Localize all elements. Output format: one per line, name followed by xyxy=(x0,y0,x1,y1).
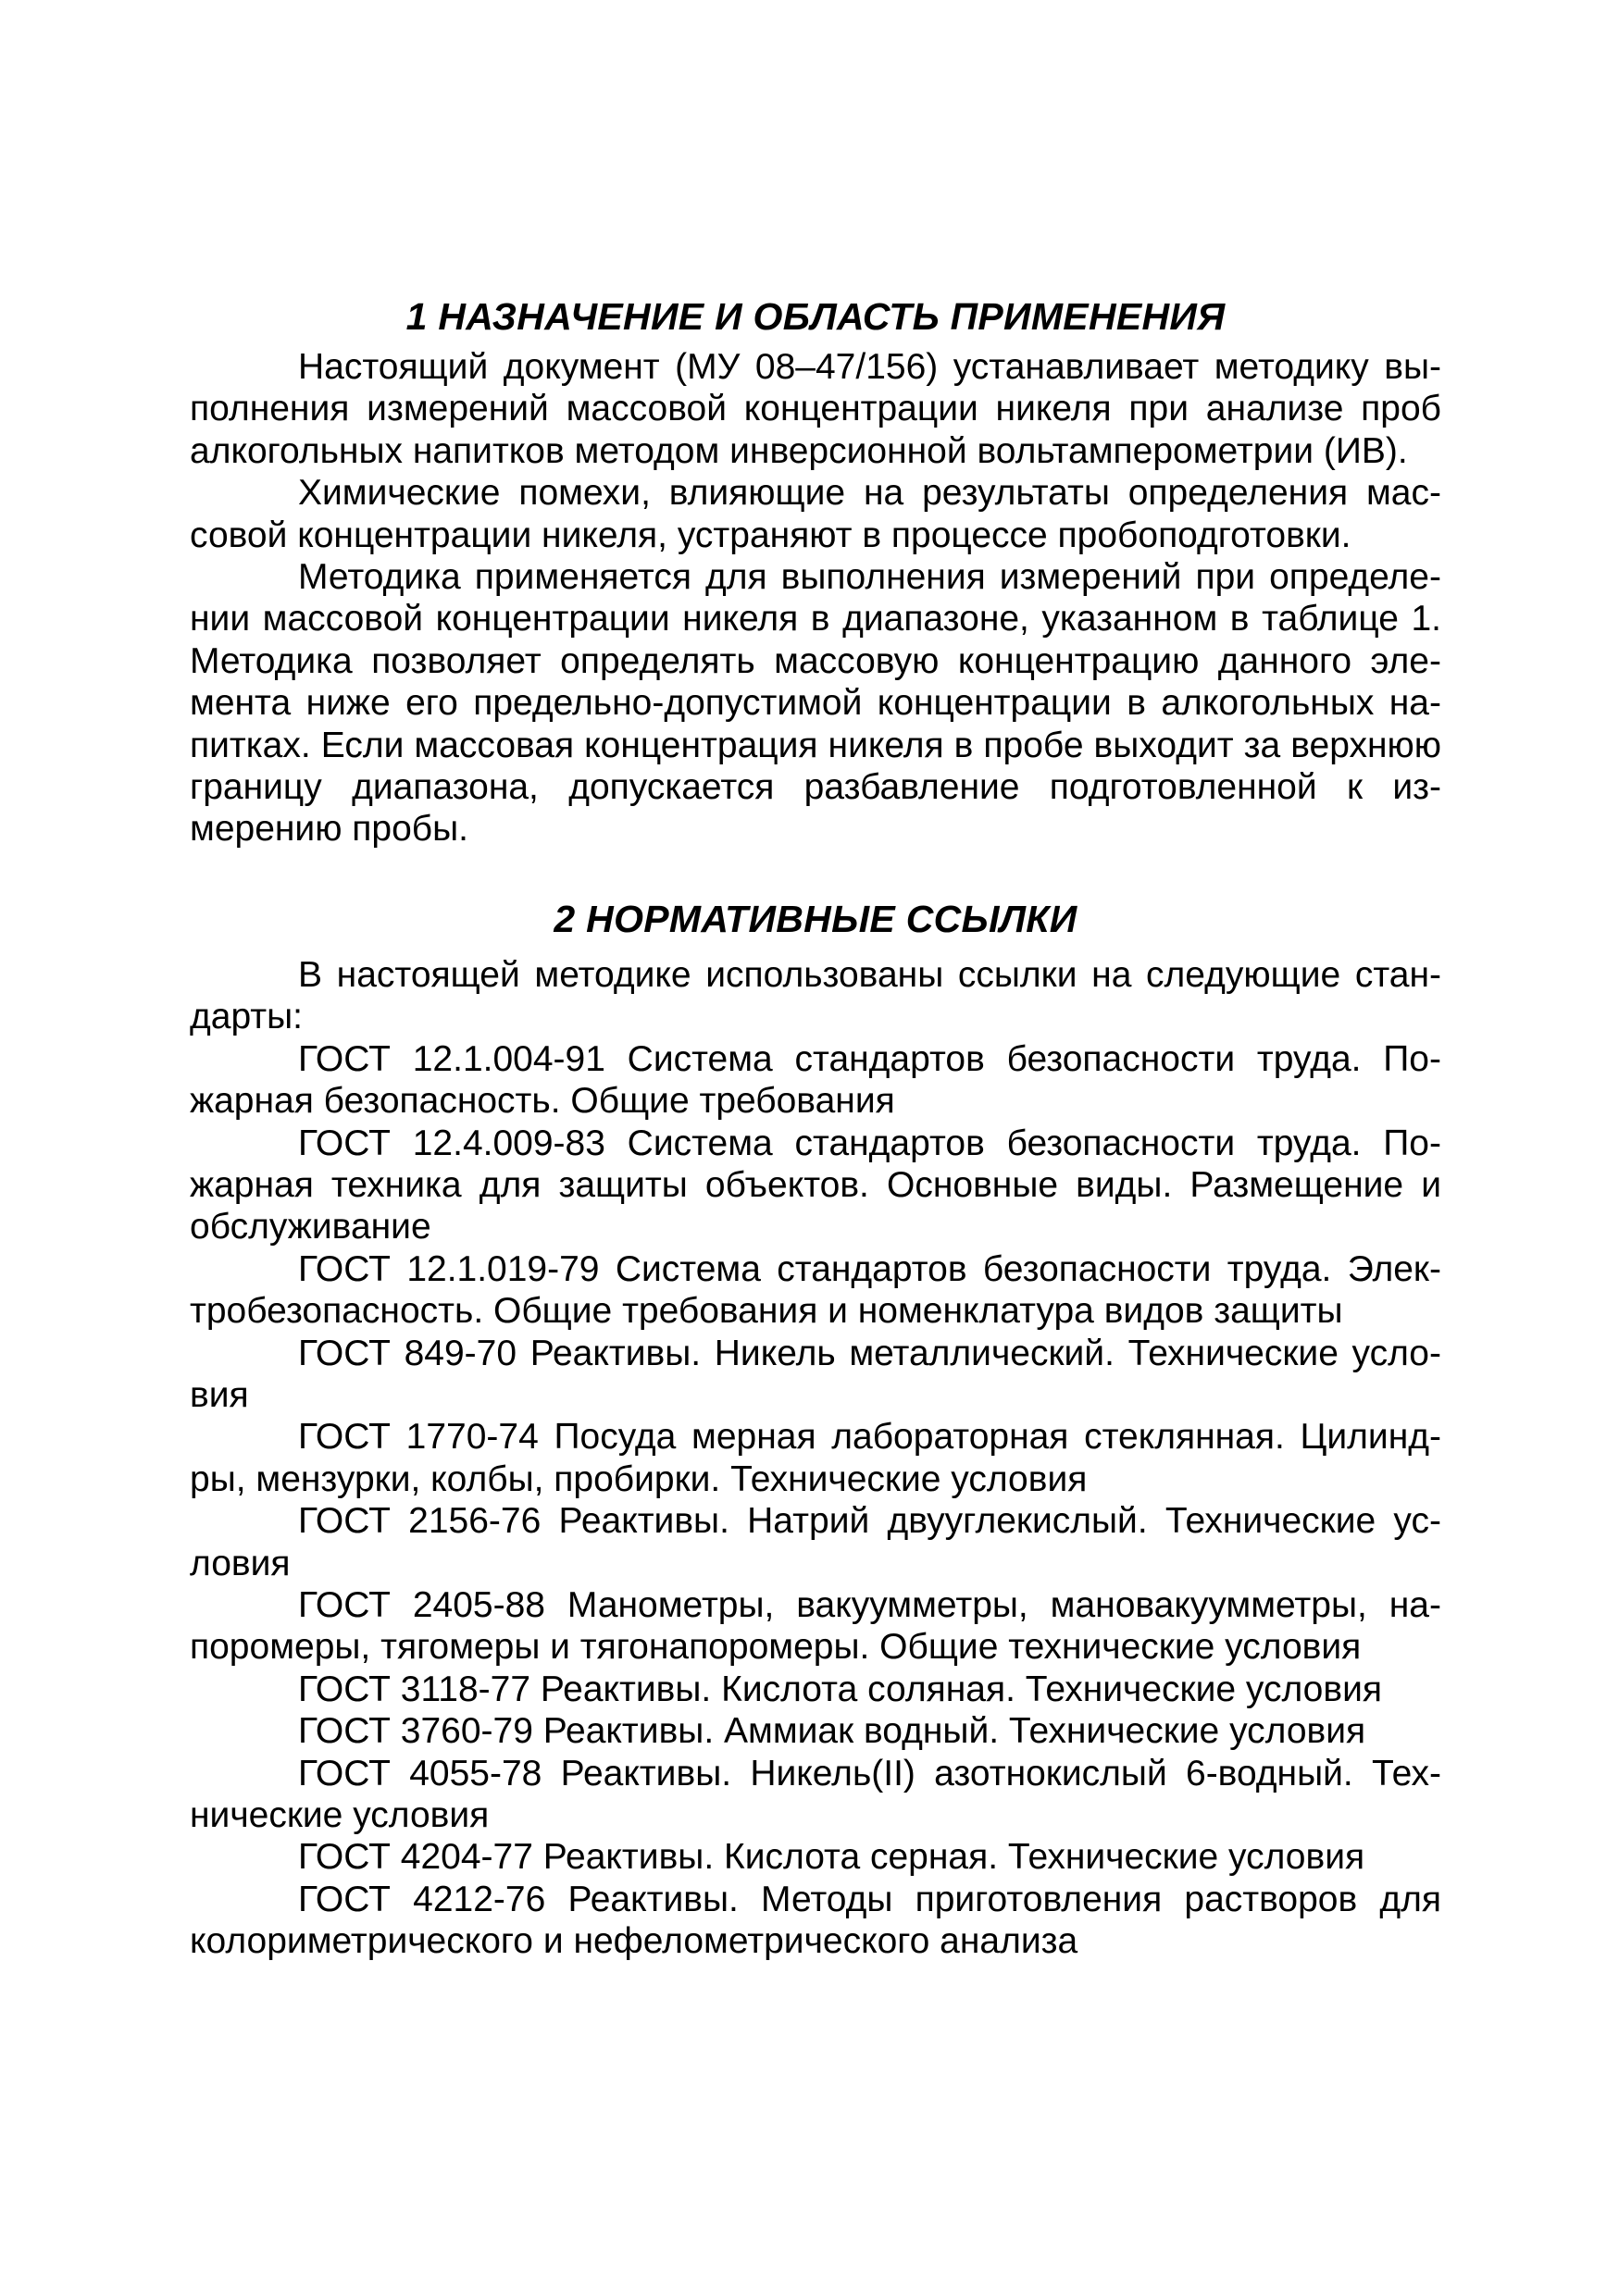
reference-item: ГОСТ 849-70 Реактивы. Никель металлический. Технические условия xyxy=(190,1333,1441,1415)
reference-item: ГОСТ 3118-77 Реактивы. Кислота соляная. Технические условия xyxy=(298,1669,1382,1709)
reference-item: ГОСТ 12.1.019-79 Система стандартов безопасности труда. Электробезопасность. Общие требования и номенклатура видов защиты xyxy=(190,1248,1441,1332)
section-2-title: 2 НОРМАТИВНЫЕ ССЫЛКИ xyxy=(554,897,1077,940)
reference-item: ГОСТ 4212-76 Реактивы. Методы приготовления растворов для колориметрического и нефелометрического анализа xyxy=(190,1879,1441,1962)
reference-item: ГОСТ 2156-76 Реактивы. Натрий двууглекислый. Технические условия xyxy=(190,1501,1441,1583)
reference-item: ГОСТ 12.1.004-91 Система стандартов безопасности труда. Пожарная безопасность. Общие требования xyxy=(190,1038,1441,1122)
reference-item: ГОСТ 1770-74 Посуда мерная лабораторная стеклянная. Цилиндры, мензурки, колбы, пробирки. Технические условия xyxy=(190,1417,1441,1499)
reference-item: ГОСТ 12.4.009-83 Система стандартов безопасности труда. Пожарная техника для защиты объектов. Основные виды. Размещение и обслуживание xyxy=(190,1123,1441,1247)
section-1-paragraph: Настоящий документ (МУ 08–47/156) устанавливает методику выполнения измерений массовой концентрации никеля при анализе проб алкогольных напитков методом инверсионной вольтамперометрии (ИВ). xyxy=(190,347,1441,471)
page-content xyxy=(190,289,1441,1963)
reference-item: ГОСТ 4204-77 Реактивы. Кислота серная. Технические условия xyxy=(298,1837,1365,1878)
section-1-title: 1 НАЗНАЧЕНИЕ И ОБЛАСТЬ ПРИМЕНЕНИЯ xyxy=(405,295,1226,338)
reference-item: ГОСТ 4055-78 Реактивы. Никель(II) азотнокислый 6-водный. Технические условия xyxy=(190,1753,1441,1835)
section-1-paragraph: Химические помехи, влияющие на результаты определения массовой концентрации никеля, устраняют в процессе пробоподготовки. xyxy=(190,473,1441,555)
section-2-intro: В настоящей методике использованы ссылки на следующие стандарты: xyxy=(190,954,1441,1037)
reference-item: ГОСТ 3760-79 Реактивы. Аммиак водный. Технические условия xyxy=(298,1711,1366,1752)
section-1-paragraph: Методика применяется для выполнения измерений при определении массовой концентрации никеля в диапазоне, указанном в таблице 1. Методика позволяет определять массовую концентрацию данного элемента ниже его предельно-допустимой концентрации в алкогольных напитках. Если массовая концентрация никеля в пробе выходит за верхнюю границу диапазона, допускается разбавление подготовленной к измерению пробы. xyxy=(190,557,1441,850)
reference-item: ГОСТ 2405-88 Манометры, вакуумметры, мановакуумметры, напоромеры, тягомеры и тягонапоромеры. Общие технические условия xyxy=(190,1584,1441,1668)
